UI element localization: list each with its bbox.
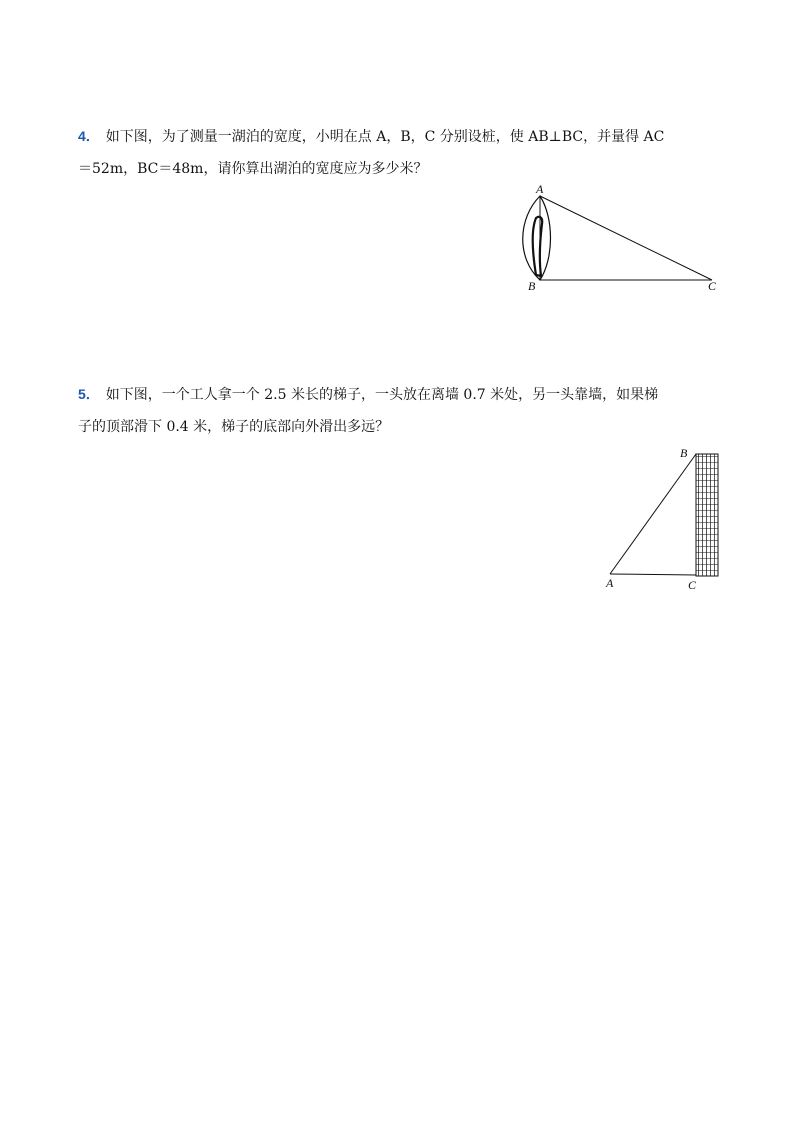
lake-outline: [523, 196, 551, 280]
question-4-number: 4．: [78, 128, 100, 144]
label-c: C: [708, 279, 717, 293]
question-4: [78, 120, 720, 185]
label-c: C: [688, 578, 697, 592]
question-4-text-1: 如下图，为了测量一湖泊的宽度，小明在点 A，B，C 分别设桩，使 AB⊥BC，并量得 AC: [105, 129, 665, 145]
question-5-number: 5．: [78, 386, 100, 402]
ladder-figure: [598, 444, 722, 594]
question-4-line-2: ＝52m，BC＝48m，请你算出湖泊的宽度应为多少米？: [78, 161, 428, 177]
question-5-line-1: [78, 378, 720, 411]
wall: [696, 454, 718, 576]
segment-ac: [540, 196, 712, 280]
ladder: [610, 454, 696, 574]
label-a: A: [536, 182, 544, 196]
lake-inner-shape: [533, 217, 543, 276]
question-4-line-1: [78, 120, 720, 153]
label-b: B: [528, 279, 536, 293]
question-5-text-1: 如下图，一个工人拿一个 2.5 米长的梯子，一头放在离墙 0.7 米处，另一头靠墙，如果梯: [105, 387, 659, 403]
label-a: A: [606, 576, 614, 590]
lake-figure: [516, 180, 726, 298]
label-b: B: [680, 446, 688, 460]
question-5-line-2: 子的顶部滑下 0.4 米，梯子的底部向外滑出多远？: [78, 419, 390, 435]
question-5: [78, 378, 720, 443]
ground: [610, 574, 696, 575]
